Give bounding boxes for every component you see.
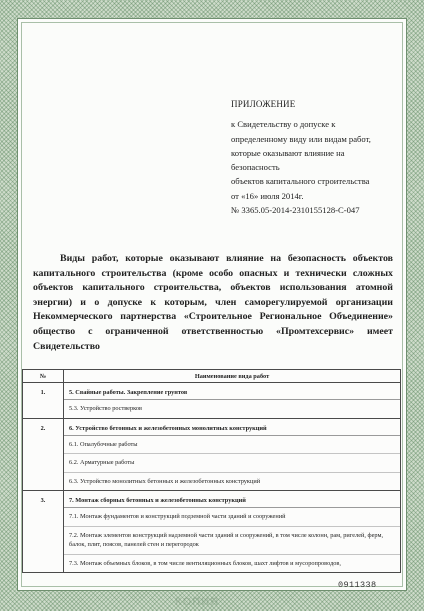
section-title: 7. Монтаж сборных бетонных и железобетонных конструкций <box>64 491 400 508</box>
appendix-block <box>231 97 406 217</box>
row-number: 3. <box>23 491 64 573</box>
column-header-number: № <box>23 370 64 383</box>
appendix-line: № 3365.05-2014-2310155128-С-047 <box>231 205 360 216</box>
copy-watermark: КОПИЯ <box>175 596 219 608</box>
appendix-line: к Свидетельству о допуске к <box>231 119 336 130</box>
table-header-row <box>23 370 401 383</box>
appendix-line: безопасность <box>231 162 280 173</box>
work-item: 7.3. Монтаж объемных блоков, в том числе вентиляционных блоков, шахт лифтов и мусоропроводов, <box>69 559 341 567</box>
table-row <box>23 383 401 419</box>
section-title: 6. Устройство бетонных и железобетонных монолитных конструкций <box>64 419 400 436</box>
appendix-line: от «16» июля 2014г. <box>231 190 304 201</box>
table-row <box>23 418 401 491</box>
work-item: 7.2. Монтаж элементов конструкций надземной части зданий и сооружений, в том числе колонн, рам, ригелей, ферм, балок, плит, поясов, панелей стен и перегородок <box>64 527 400 555</box>
work-item: 5.3. Устройство ростверков <box>69 405 142 412</box>
appendix-line: которые оказывают влияние на <box>231 147 345 158</box>
appendix-line: определенному виду или видам работ, <box>231 133 371 144</box>
table-row <box>23 491 401 573</box>
row-number: 2. <box>23 418 64 491</box>
column-header-name: Наименование вида работ <box>64 370 401 383</box>
section-title: 5. Свайные работы. Закрепление грунтов <box>64 383 400 400</box>
work-item: 6.3. Устройство монолитных бетонных и железобетонных конструкций <box>69 477 261 485</box>
row-content <box>64 491 401 573</box>
row-content <box>64 418 401 491</box>
works-table <box>22 369 401 573</box>
work-item: 7.1. Монтаж фундаментов и конструкций подземной части зданий и сооружений <box>64 508 400 527</box>
document-heading: Виды работ, которые оказывают влияние на безопасность объектов капитального строительства (кроме особо опасных и технически сложных объектов капитального строительства, объектов использования атомной энергии) и о допуске к которым, член саморегулируемой организации Некоммерческого партнерства «Строительное Региональное Объединение» общество с ограниченной ответственностью «Промтехсервис» имеет Свидетельство <box>33 253 393 352</box>
appendix-title: ПРИЛОЖЕНИЕ <box>231 99 296 109</box>
serial-number: 0911338 <box>338 580 377 590</box>
row-number: 1. <box>23 383 64 419</box>
appendix-line: объектов капитального строительства <box>231 176 370 187</box>
work-item: 6.2. Арматурные работы <box>64 454 400 473</box>
work-item: 6.1. Опалубочные работы <box>64 436 400 455</box>
row-content <box>64 383 401 419</box>
